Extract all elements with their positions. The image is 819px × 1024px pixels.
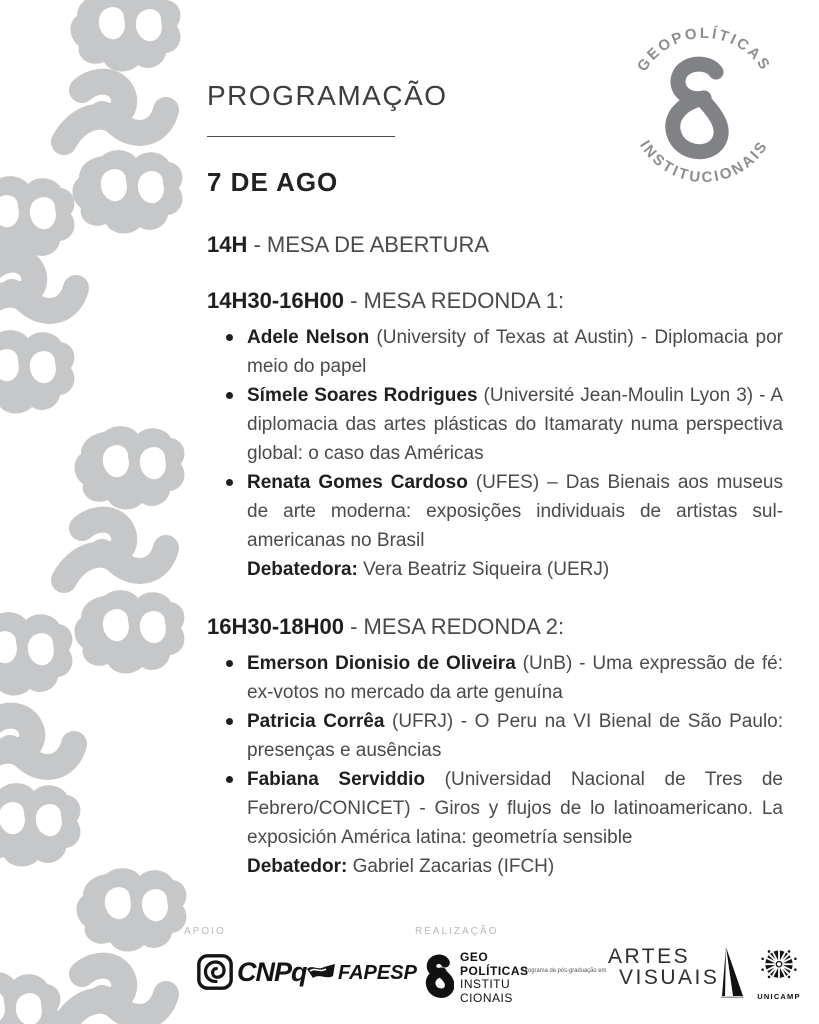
talks-list: [207, 649, 783, 852]
talk-detail: (Université Jean-Moulin Lyon 3) - A diplomacia das artes plásticas do Itamaraty numa perspectiva global: o caso das Américas: [247, 385, 784, 464]
talk-detail: (UFES) – Das Bienais aos museus de arte moderna: exposições individuais de artistas sul-americanas no Brasil: [247, 472, 783, 551]
talk-item: [247, 468, 783, 555]
speaker-name: Símele Soares Rodrigues: [247, 385, 478, 406]
cnpq-emblem-icon: [196, 953, 234, 991]
cnpq-wordmark: CNPq: [237, 956, 307, 987]
title-divider: [207, 136, 395, 137]
opening-time: 14H: [207, 232, 248, 257]
unicamp-wordmark: UNICAMP: [757, 992, 801, 1001]
session-heading: [207, 614, 783, 640]
fapesp-wordmark: FAPESP: [338, 962, 417, 984]
session-time: 16H30-18H00: [207, 614, 344, 639]
session-mesa-redonda-1: [207, 288, 783, 584]
talk-detail: (UFRJ) - O Peru na VI Bienal de São Paulo: presenças e ausências: [247, 711, 784, 761]
talk-detail: (University of Texas at Austin) - Diplomacia por meio do papel: [247, 327, 783, 377]
unicamp-logo: [753, 946, 805, 1001]
talk-item: [247, 765, 783, 852]
talk-item: [247, 381, 783, 468]
opening-session-line: [207, 232, 783, 258]
cnpq-logo: [196, 953, 307, 991]
session-time: 14H30-16H00: [207, 288, 344, 313]
session-title: - MESA REDONDA 2:: [350, 614, 565, 639]
speaker-name: Emerson Dionisio de Oliveira: [247, 653, 516, 674]
badge-arc-bottom-text: INSTITUCIONAIS: [636, 137, 772, 187]
speaker-name: Fabiana Serviddio: [247, 769, 426, 790]
debate-label: Debatedora:: [247, 559, 358, 580]
fapesp-flag-icon: [306, 963, 336, 985]
badge-arc-top-text: GEOPOLÍTICAS: [633, 24, 775, 75]
geo-line: POLÍTICAS: [460, 963, 529, 978]
debate-person: Gabriel Zacarias (IFCH): [352, 856, 555, 877]
session-mesa-redonda-2: [207, 614, 783, 881]
decorative-blob-pattern: [0, 0, 200, 1024]
debate-line: [247, 852, 783, 881]
apoio-label: APOIO: [184, 926, 226, 937]
debate-person: Vera Beatriz Siqueira (UERJ): [363, 559, 610, 580]
talk-detail: (Universidad Nacional de Tres de Febrero/CONICET) - Giros y flujos de lo latinoamericano. La exposición América latina: geometría sensible: [247, 769, 784, 848]
fapesp-logo: [306, 962, 417, 985]
instituto-de-artes-icon: [716, 946, 744, 1000]
debate-line: [247, 555, 783, 584]
artes-line: ARTES: [608, 945, 691, 968]
program-content: [207, 80, 783, 881]
talk-detail: (UnB) - Uma expressão de fé: ex-votos no mercado da arte genuína: [247, 653, 784, 703]
debate-label: Debatedor:: [247, 856, 348, 877]
date-heading: 7 DE AGO: [207, 167, 339, 197]
unicamp-emblem-icon: [759, 946, 799, 986]
visuais-line: VISUAIS: [619, 966, 720, 989]
artes-visuais-logo: [608, 946, 719, 988]
geo-g-blob-icon: [416, 948, 454, 1004]
speaker-name: Renata Gomes Cardoso: [247, 472, 468, 493]
session-heading: [207, 288, 783, 314]
talks-list: [207, 323, 783, 555]
geo-wordmark: [460, 951, 529, 1005]
geo-line: GEO: [460, 950, 489, 964]
talk-item: [247, 707, 783, 765]
page-title: PROGRAMAÇÃO: [207, 80, 448, 111]
speaker-name: Patricia Corrêa: [247, 711, 385, 732]
geo-line: INSTITU: [460, 977, 511, 991]
session-title: - MESA REDONDA 1:: [350, 288, 565, 313]
talk-item: [247, 323, 783, 381]
geo-line: CIONAIS: [460, 990, 513, 1005]
speaker-name: Adele Nelson: [247, 327, 370, 348]
opening-title: - MESA DE ABERTURA: [253, 232, 490, 257]
ppg-caption: Programa de pós-graduação em: [522, 967, 607, 974]
talk-item: [247, 649, 783, 707]
realizacao-label: REALIZAÇÃO: [415, 926, 499, 937]
geo-politicas-logo: [416, 948, 529, 1005]
